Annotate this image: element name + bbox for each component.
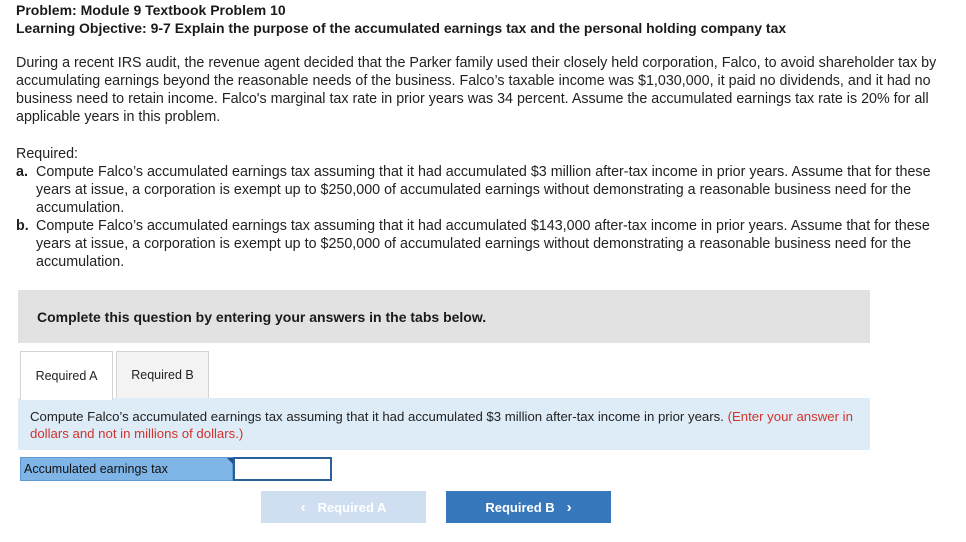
banner-text: Complete this question by entering your answers in the tabs below. — [37, 308, 487, 325]
required-item-a — [16, 163, 960, 217]
required-item-text: Compute Falco’s accumulated earnings tax assuming that it had accumulated $143,000 after-tax income in prior years. Assume that for these years at issue, a corporation is exempt up to $250,000 of accumulated earnings without demonstrating a reasonable business need for the accumulation. — [36, 218, 930, 270]
previous-required-a-button[interactable] — [261, 491, 426, 523]
learning-objective: Learning Objective: 9-7 Explain the purpose of the accumulated earnings tax and the personal holding company tax — [16, 20, 787, 36]
prev-button-label: Required A — [317, 499, 387, 515]
problem-intro: During a recent IRS audit, the revenue agent decided that the Parker family used their closely held corporation, Falco, to avoid shareholder tax by accumulating earnings beyond the reasonable needs of the business. Falco’s taxable income was $1,030,000, it paid no dividends, and it had no business need to retain income. Falco's marginal tax rate in prior years was 34 percent. Assume the accumulated earnings tax rate is 20% for all applicable years in this problem. — [16, 55, 937, 125]
next-required-b-button[interactable] — [446, 491, 611, 523]
required-item-b — [16, 217, 960, 271]
required-heading: Required: — [16, 146, 78, 162]
required-item-letter: b. — [16, 218, 29, 234]
problem-header — [16, 1, 956, 37]
tab-instruction — [18, 398, 870, 450]
accumulated-earnings-tax-label: Accumulated earnings tax — [20, 457, 233, 481]
problem-title: Problem: Module 9 Textbook Problem 10 — [16, 2, 286, 18]
tab-required-a[interactable] — [20, 351, 113, 400]
chevron-right-icon: › — [566, 498, 572, 516]
required-section — [16, 145, 960, 271]
next-button-label: Required B — [485, 499, 555, 515]
answer-row — [20, 457, 332, 481]
chevron-left-icon: ‹ — [300, 498, 306, 516]
tab-label: Required B — [131, 368, 194, 382]
accumulated-earnings-tax-input[interactable] — [233, 457, 332, 481]
instruction-text: Compute Falco’s accumulated earnings tax assuming that it had accumulated $3 million after-tax income in prior years. — [30, 409, 724, 424]
instructions-banner — [18, 290, 870, 343]
tab-label: Required A — [35, 369, 98, 383]
required-item-text: Compute Falco’s accumulated earnings tax assuming that it had accumulated $3 million after-tax income in prior years. Assume that for these years at issue, a corporation is exempt up to $250,000 of accumulated earnings without demonstrating a reasonable business need for the accumulation. — [36, 164, 931, 216]
required-item-letter: a. — [16, 164, 28, 180]
tab-required-b[interactable] — [116, 351, 209, 399]
instruction-note: (Enter your answer in dollars and not in millions of dollars.) — [30, 409, 853, 441]
